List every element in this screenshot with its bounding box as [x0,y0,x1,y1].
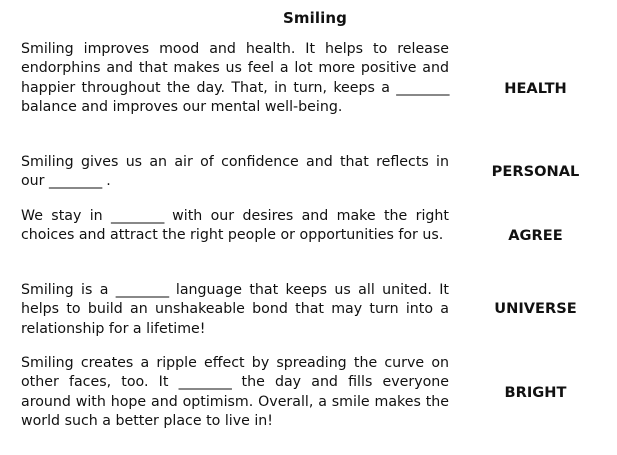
paragraph-text: Smiling creates a ripple effect by spreading the curve on other faces, too. It [21,355,449,391]
paragraph-text: balance and improves our mental well-being. [21,99,343,116]
answer-blank: ________ [178,374,232,391]
paragraph-text: with our desires and make the right choices and attract the right people or opportunities for us. [21,208,449,244]
paragraph-text: Smiling improves mood and health. It helps to release endorphins and that makes us feel a lot more positive and happier throughout the day. That, in turn, keeps a [21,41,449,96]
word-prompt: PERSONAL [491,163,580,180]
exercise-item-2 [21,153,611,192]
exercise-item-1 [21,40,611,118]
word-prompt: AGREE [508,227,563,244]
exercise-paragraph [21,40,449,118]
exercise-item-3 [21,207,611,246]
word-prompt: BRIGHT [504,384,567,401]
paragraph-text: Smiling is a [21,282,116,298]
word-prompt: HEALTH [504,80,567,97]
exercise-paragraph [21,281,449,339]
exercise-paragraph [21,354,449,432]
exercise-paragraph [21,207,449,246]
exercise-item-5 [21,354,611,432]
answer-blank: ________ [115,282,169,298]
paragraph-text: language that keeps us all united. It helps to build an unshakeable bond that may turn into a relationship for a lifetime! [21,282,449,337]
word-prompt: UNIVERSE [494,300,577,317]
exercise-item-4 [21,281,611,339]
answer-blank: ________ [111,208,164,224]
answer-blank: ________ [396,79,449,96]
paragraph-text: Smiling gives us an air of confidence and that reflects in our [21,154,449,190]
paragraph-text: the day and fills everyone around with hope and optimism. Overall, a smile makes the world such a better place to live in! [21,374,449,430]
paragraph-text: We stay in [21,208,112,224]
paragraph-text: . [101,173,111,190]
worksheet-title: Smiling [283,9,347,27]
exercise-paragraph [21,153,449,192]
answer-blank: ________ [49,173,102,190]
